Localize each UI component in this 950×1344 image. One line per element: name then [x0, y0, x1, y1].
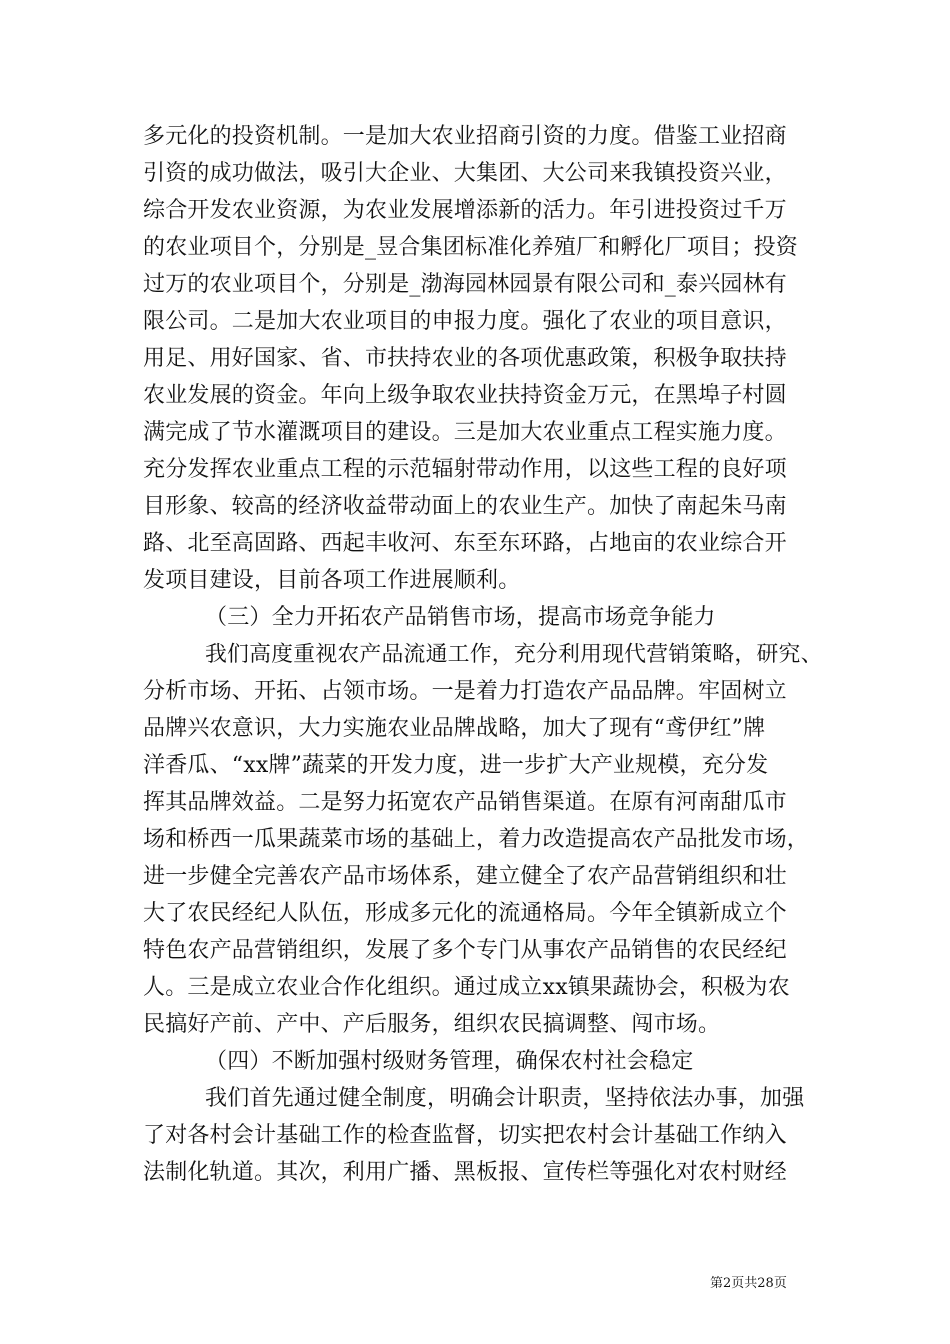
text-line: 满完成了节水灌溉项目的建设。三是加大农业重点工程实施力度。	[143, 420, 787, 445]
section-heading-4: （四）不断加强村级财务管理，确保农村社会稳定	[205, 1049, 694, 1074]
text-line: 综合开发农业资源，为农业发展增添新的活力。年引进投资过千万	[143, 198, 787, 223]
text-line: 多元化的投资机制。一是加大农业招商引资的力度。借鉴工业招商	[143, 124, 787, 149]
text-line: 我们首先通过健全制度，明确会计职责，坚持依法办事，加强	[205, 1086, 805, 1111]
text-line: 进一步健全完善农产品市场体系，建立健全了农产品营销组织和壮	[143, 864, 787, 889]
text-line: 目形象、较高的经济收益带动面上的农业生产。加快了南起朱马南	[143, 494, 787, 519]
text-line: 特色农产品营销组织，发展了多个专门从事农产品销售的农民经纪	[143, 938, 787, 963]
text-line: 人。三是成立农业合作化组织。通过成立xx镇果蔬协会，积极为农	[143, 975, 790, 1000]
text-line: 限公司。二是加大农业项目的申报力度。强化了农业的项目意识，	[143, 309, 787, 334]
text-line: 分析市场、开拓、占领市场。一是着力打造农产品品牌。牢固树立	[143, 679, 787, 704]
body-text	[143, 118, 823, 1191]
text-line: 发项目建设，目前各项工作进展顺利。	[143, 568, 521, 593]
text-line: 农业发展的资金。年向上级争取农业扶持资金万元，在黑埠子村圆	[143, 383, 787, 408]
page-number-footer: 第2页共28页	[710, 1276, 787, 1291]
text-line: 我们高度重视农产品流通工作，充分利用现代营销策略，研究、	[205, 642, 823, 667]
text-line: 了对各村会计基础工作的检查监督，切实把农村会计基础工作纳入	[143, 1123, 787, 1148]
text-line: 品牌兴农意识，大力实施农业品牌战略，加大了现有“鸢伊红”牌	[143, 716, 766, 741]
text-line: 民搞好产前、产中、产后服务，组织农民搞调整、闯市场。	[143, 1012, 721, 1037]
text-line: 法制化轨道。其次，利用广播、黑板报、宣传栏等强化对农村财经	[143, 1160, 787, 1185]
text-line: 洋香瓜、“xx牌”蔬菜的开发力度，进一步扩大产业规模，充分发	[143, 753, 769, 778]
text-line: 路、北至高固路、西起丰收河、东至东环路，占地亩的农业综合开	[143, 531, 787, 556]
text-line: 引资的成功做法，吸引大企业、大集团、大公司来我镇投资兴业，	[143, 161, 787, 186]
text-line: 充分发挥农业重点工程的示范辐射带动作用，以这些工程的良好项	[143, 457, 787, 482]
text-line: 挥其品牌效益。二是努力拓宽农产品销售渠道。在原有河南甜瓜市	[143, 790, 787, 815]
text-line: 过万的农业项目个，分别是_渤海园林园景有限公司和_泰兴园林有	[143, 272, 788, 297]
text-line: 大了农民经纪人队伍，形成多元化的流通格局。今年全镇新成立个	[143, 901, 787, 926]
text-line: 的农业项目个，分别是_昱合集团标准化养殖厂和孵化厂项目；投资	[143, 235, 799, 260]
section-heading-3: （三）全力开拓农产品销售市场，提高市场竞争能力	[205, 605, 716, 630]
text-line: 用足、用好国家、省、市扶持农业的各项优惠政策，积极争取扶持	[143, 346, 787, 371]
text-line: 场和桥西一瓜果蔬菜市场的基础上，着力改造提高农产品批发市场，	[143, 827, 810, 852]
